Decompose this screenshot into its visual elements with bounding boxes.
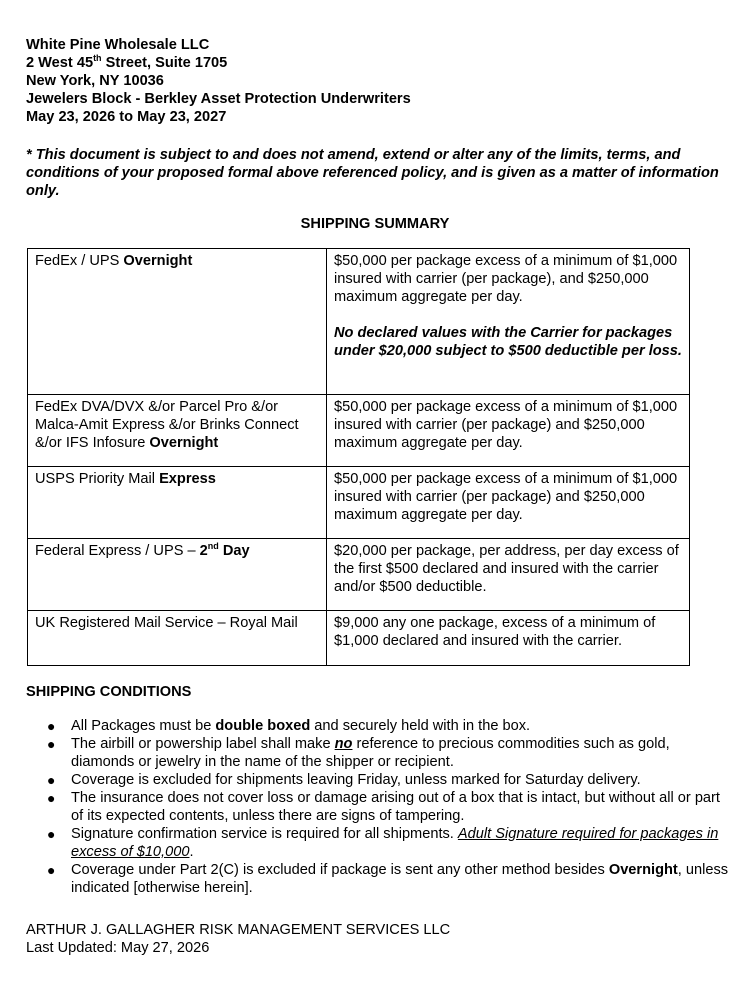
address-rest: Street, Suite 1705 <box>101 55 228 71</box>
list-item: ● The airbill or powership label shall make no reference to precious commodities such as gold, diamonds or jewelry in the name of the shipper or recipient. <box>47 736 670 770</box>
coverage-text: $50,000 per package excess of a minimum of $1,000 insured with carrier (per package) and $250,000 maximum aggregate per day. <box>334 399 678 451</box>
program-name: Jewelers Block - Berkley Asset Protection Underwriters <box>26 91 411 107</box>
table-row <box>28 467 690 539</box>
deductible-note: No declared values with the Carrier for packages under $20,000 subject to $500 deductible per loss. <box>334 325 682 359</box>
shipping-conditions-list <box>26 717 731 897</box>
list-item: ● Signature confirmation service is required for all shipments. Adult Signature required for packages in excess of $10,000. <box>47 826 719 860</box>
bullet-icon: ● <box>47 772 56 788</box>
disclaimer: * This document is subject to and does not amend, extend or alter any of the limits, terms, and conditions of your proposed formal above referenced policy, and is given as a matter of information only. <box>26 147 719 199</box>
shipping-conditions-title: SHIPPING CONDITIONS <box>26 684 192 700</box>
shipping-method-cell: UK Registered Mail Service – Royal Mail <box>28 611 327 666</box>
table-row <box>28 539 690 611</box>
bullet-icon: ● <box>47 862 56 878</box>
coverage-text: $9,000 any one package, excess of a minimum of $1,000 declared and insured with the carrier. <box>334 615 656 649</box>
company-name: White Pine Wholesale LLC <box>26 37 210 53</box>
shipping-summary-title: SHIPPING SUMMARY <box>300 216 450 232</box>
list-item: ● All Packages must be double boxed and securely held with in the box. <box>47 718 531 734</box>
bullet-icon: ● <box>47 826 56 842</box>
broker-name: ARTHUR J. GALLAGHER RISK MANAGEMENT SERVICES LLC <box>26 922 451 938</box>
coverage-cell <box>327 611 690 666</box>
last-updated: Last Updated: May 27, 2026 <box>26 940 210 956</box>
bullet-icon: ● <box>47 718 56 734</box>
table-row <box>28 249 690 395</box>
list-item: ● Coverage is excluded for shipments leaving Friday, unless marked for Saturday delivery. <box>47 772 641 788</box>
street-address <box>26 54 411 72</box>
address-superscript: th <box>93 53 102 64</box>
list-item: ● The insurance does not cover loss or damage arising out of a box that is intact, but without all or part of its expected contents, unless there are signs of tampering. <box>47 790 720 824</box>
city-state-zip: New York, NY 10036 <box>26 73 164 89</box>
address-number: 2 West 45 <box>26 55 94 71</box>
footer <box>26 921 450 957</box>
coverage-text: $50,000 per package excess of a minimum of $1,000 insured with carrier (per package), and $250,000 maximum aggregate per day. <box>334 253 678 305</box>
coverage-text: $50,000 per package excess of a minimum of $1,000 insured with carrier (per package) and $250,000 maximum aggregate per day. <box>334 471 678 523</box>
shipping-method-cell: FedEx DVA/DVX &/or Parcel Pro &/or Malca-Amit Express &/or Brinks Connect &/or IFS Infosure Overnight <box>28 395 327 467</box>
table-row <box>28 611 690 666</box>
shipping-method-cell: USPS Priority Mail Express <box>28 467 327 539</box>
coverage-cell <box>327 539 690 611</box>
list-item: ● Coverage under Part 2(C) is excluded if package is sent any other method besides Overnight, unless indicated [otherwise herein]. <box>47 862 729 896</box>
policy-term: May 23, 2026 to May 23, 2027 <box>26 109 227 125</box>
bullet-icon: ● <box>47 736 56 752</box>
bullet-icon: ● <box>47 790 56 806</box>
table-row <box>28 395 690 467</box>
shipping-method-cell: Federal Express / UPS – 2nd Day <box>28 539 327 611</box>
shipping-summary-table <box>27 248 690 666</box>
shipping-method-cell: FedEx / UPS Overnight <box>28 249 327 395</box>
coverage-text: $20,000 per package, per address, per day excess of the first $500 declared and insured with the carrier and/or $500 deductible. <box>334 543 679 595</box>
coverage-cell <box>327 249 690 395</box>
coverage-cell <box>327 395 690 467</box>
insured-header <box>26 36 411 126</box>
coverage-cell <box>327 467 690 539</box>
